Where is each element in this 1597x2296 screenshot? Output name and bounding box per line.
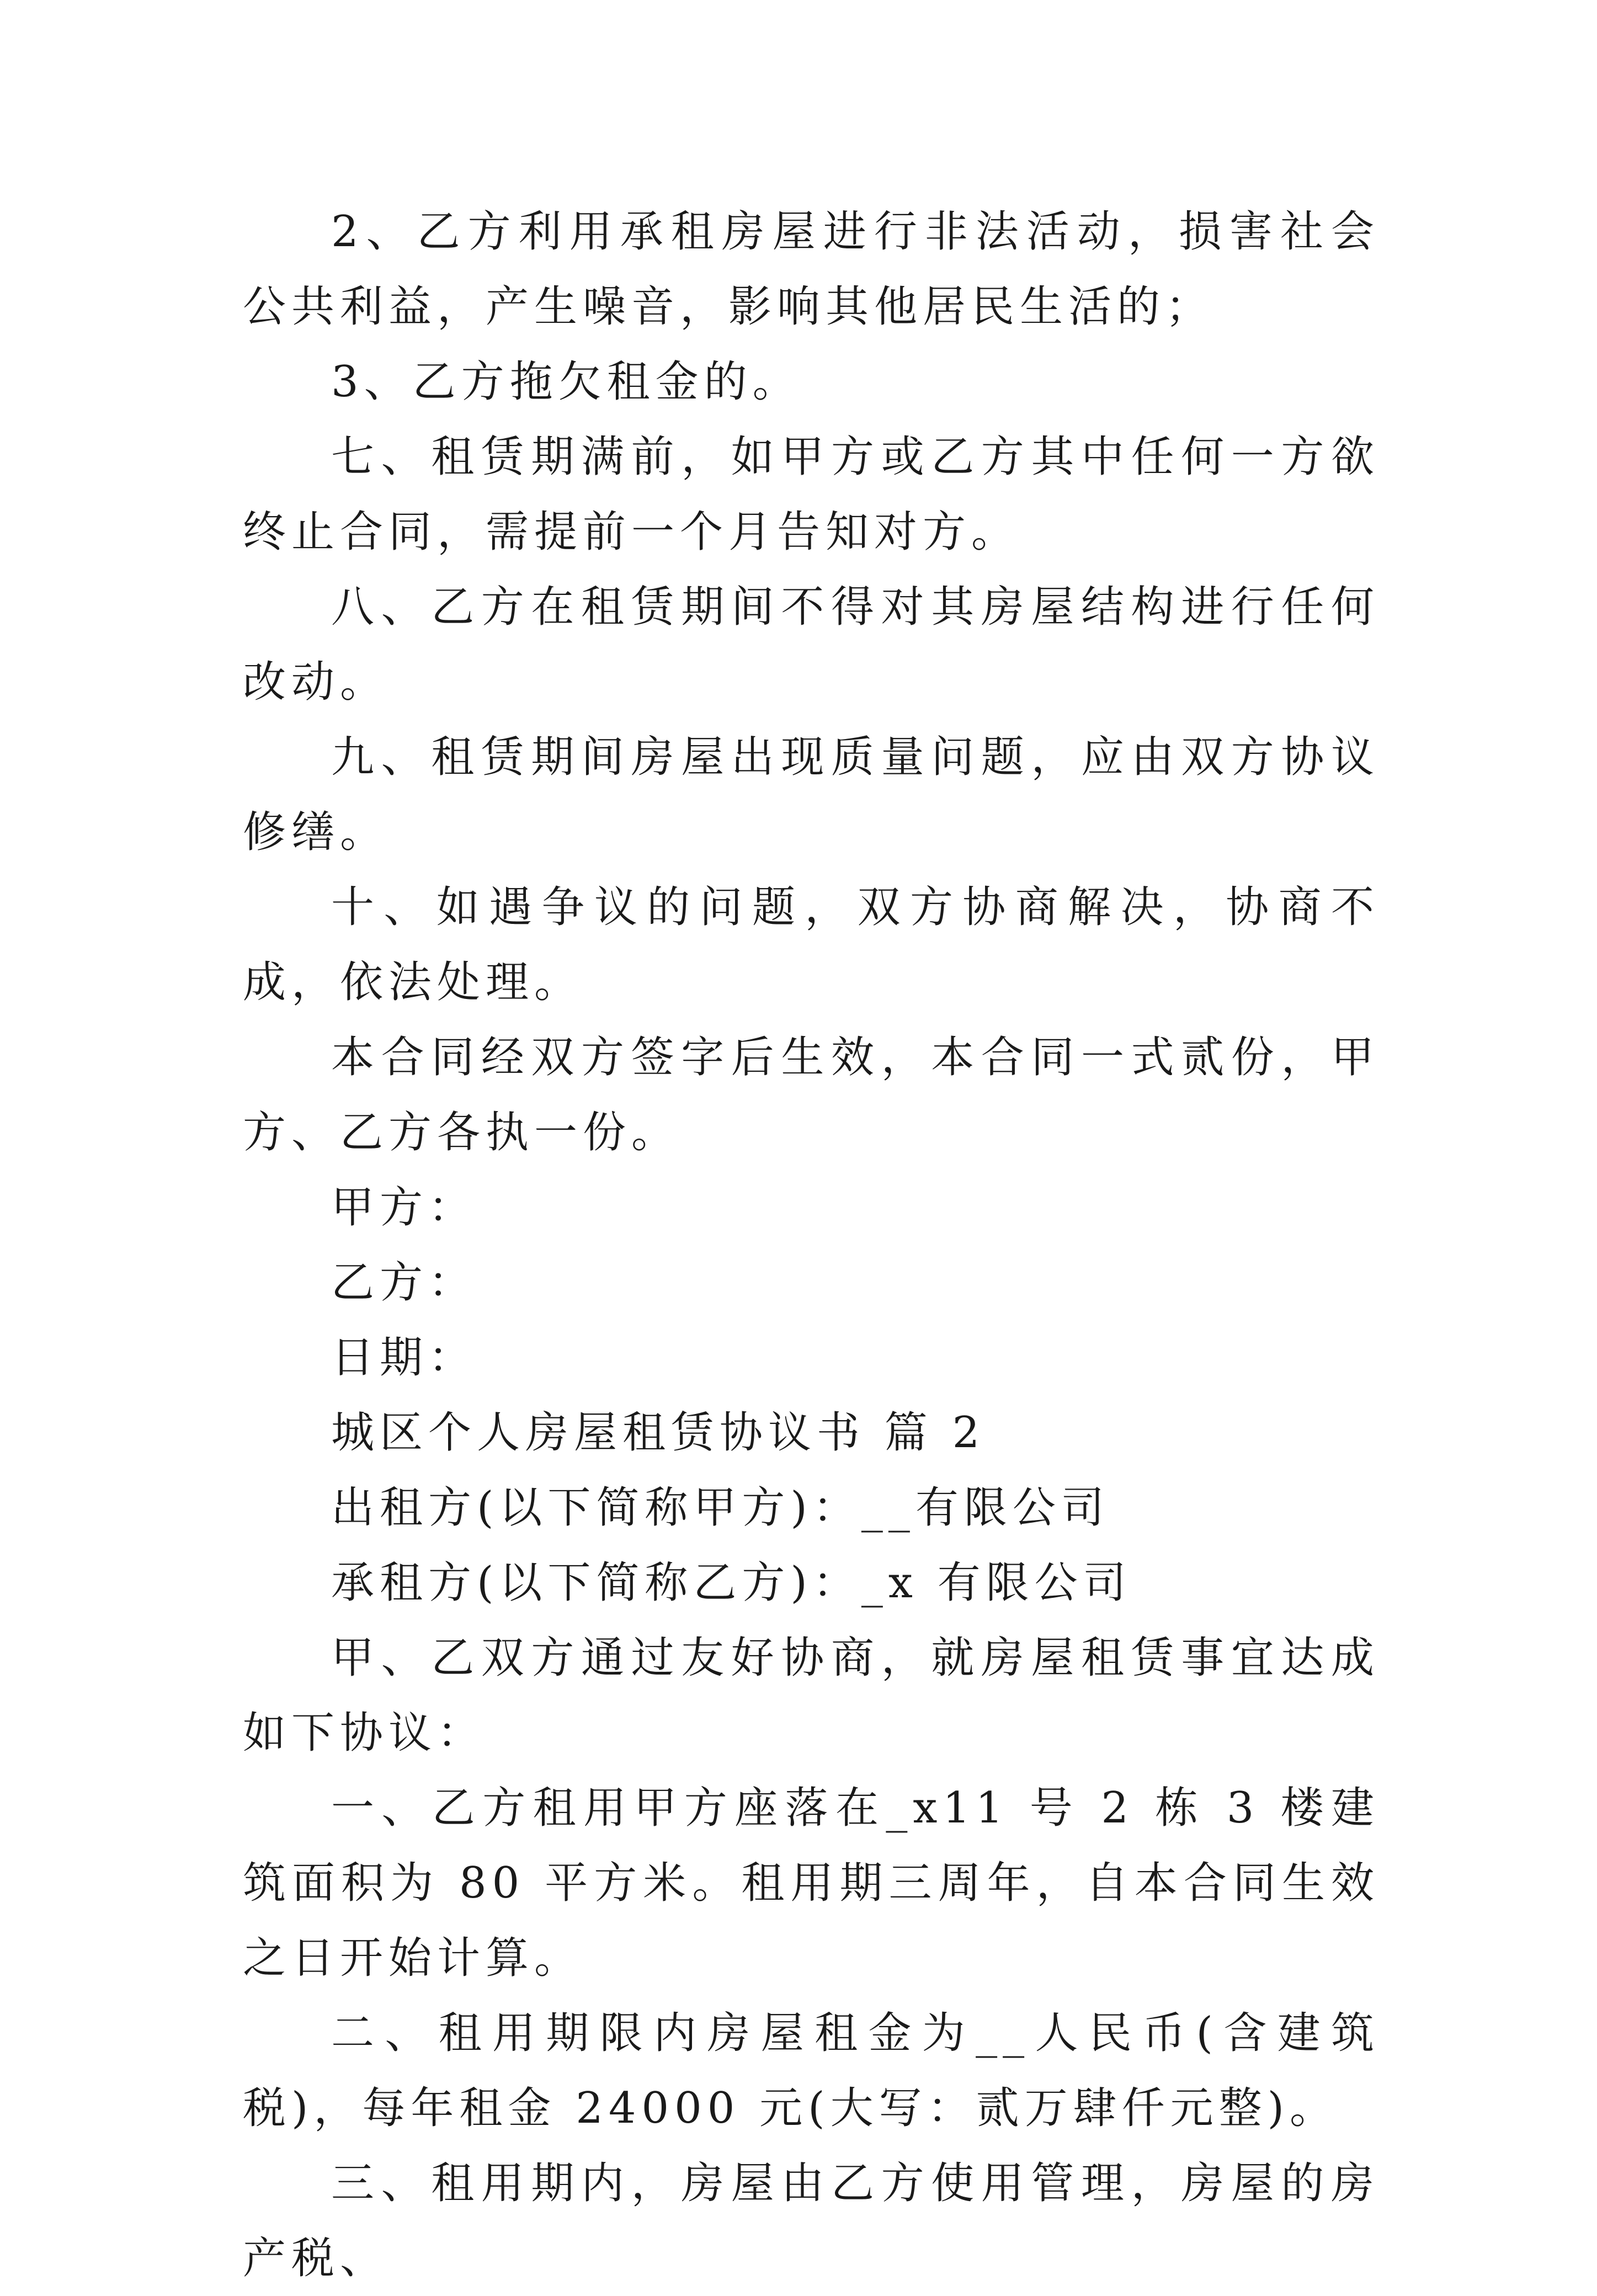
- clause-3-rent-arrears: 3、乙方拖欠租金的。: [331, 357, 801, 407]
- article-3-management: 三、租用期内，房屋由乙方使用管理，房屋的房产税、: [243, 2159, 1380, 2283]
- party-a-signature-line: 甲方：: [331, 1183, 477, 1232]
- agreement-intro: 甲、乙双方通过友好协商，就房屋租赁事宜达成如下协议：: [243, 1633, 1380, 1758]
- lessor-line: 出租方(以下简称甲方)：__有限公司: [331, 1483, 1110, 1533]
- document-body: [243, 194, 1380, 2296]
- article-7-termination-notice: 七、租赁期满前，如甲方或乙方其中任何一方欲终止合同，需提前一个月告知对方。: [243, 432, 1380, 557]
- article-10-disputes: 十、如遇争议的问题，双方协商解决，协商不成，依法处理。: [243, 883, 1380, 1007]
- contract-effective-clause: 本合同经双方签字后生效，本合同一式贰份，甲方、乙方各执一份。: [243, 1033, 1380, 1157]
- date-line: 日期：: [331, 1333, 477, 1383]
- party-b-signature-line: 乙方：: [331, 1258, 477, 1308]
- article-2-rent: 二、租用期限内房屋租金为__人民币(含建筑税)，每年租金 24000 元(大写：贰万肆仟元整)。: [243, 2008, 1380, 2133]
- lessee-line: 承租方(以下简称乙方)：_x 有限公司: [331, 1558, 1132, 1608]
- section-title: 城区个人房屋租赁协议书 篇 2: [331, 1408, 986, 1458]
- article-8-no-alteration: 八、乙方在租赁期间不得对其房屋结构进行任何改动。: [243, 582, 1380, 707]
- clause-2-illegal-activity: 2、乙方利用承租房屋进行非法活动，损害社会公共利益，产生噪音，影响其他居民生活的；: [243, 207, 1380, 332]
- article-1-premises: 一、乙方租用甲方座落在_x11 号 2 栋 3 楼建筑面积为 80 平方米。租用期三周年，自本合同生效之日开始计算。: [243, 1783, 1380, 1983]
- article-9-repairs: 九、租赁期间房屋出现质量问题，应由双方协议修缮。: [243, 732, 1380, 857]
